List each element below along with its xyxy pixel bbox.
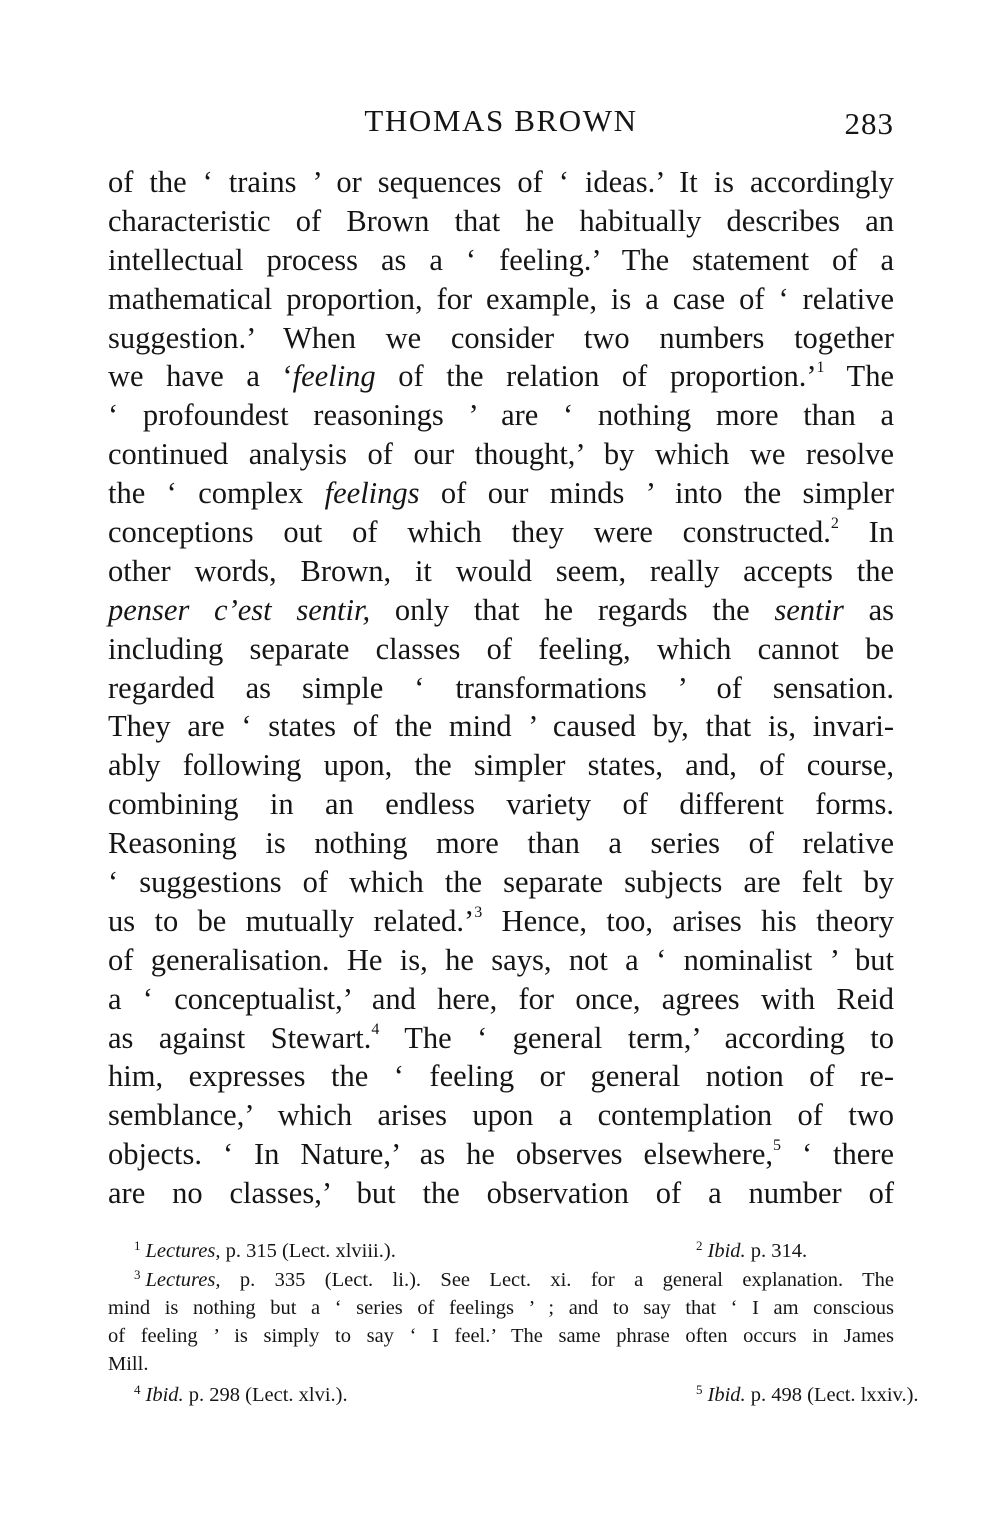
footnote-row	[108, 1380, 919, 1410]
text-line	[108, 513, 894, 552]
text-run: including separate classes of feeling, which cannot be	[108, 631, 894, 666]
footnote-ref: 2	[830, 515, 839, 533]
text-line	[108, 202, 894, 241]
text-run: we have a ‘	[108, 359, 293, 394]
text-run: conceptions out of which they were constructed.	[108, 515, 831, 550]
text-line	[108, 1174, 894, 1213]
footnote-ref: 1	[816, 359, 825, 377]
text-line	[108, 1019, 894, 1058]
text-line	[108, 785, 894, 824]
text-line	[108, 941, 894, 980]
text-run: In	[838, 515, 894, 550]
footnote-line	[108, 1350, 894, 1378]
footnote-text: p. 298 (Lect. xlvi.).	[183, 1384, 348, 1406]
footnote-italic: Ibid.	[145, 1384, 184, 1406]
text-run: ably following upon, the simpler states, and, of course,	[108, 748, 894, 783]
text-run: other words, Brown, it would seem, really accepts the	[108, 553, 894, 588]
text-line	[108, 591, 894, 630]
text-run: us to be mutually related.’	[108, 903, 475, 938]
footnote-mark: 1	[134, 1238, 141, 1253]
text-run: mathematical proportion, for example, is a case of ‘ relative	[108, 281, 894, 316]
running-head	[108, 96, 894, 146]
footnote-mark: 2	[696, 1238, 703, 1253]
text-line	[108, 1096, 894, 1135]
text-run: of generalisation. He is, he says, not a ‘ nominalist ’ but	[108, 942, 894, 977]
text-run: The	[824, 359, 894, 394]
footnote-1	[134, 1236, 396, 1266]
italic-term: feeling	[292, 359, 376, 394]
italic-term: sentir	[774, 592, 844, 627]
footnote-mark: 5	[696, 1382, 703, 1397]
text-run: regarded as simple ‘ transformations ’ of sensation.	[108, 670, 894, 705]
text-run: combining in an endless variety of different forms.	[108, 787, 894, 822]
footnote-text: p. 315 (Lect. xlviii.).	[220, 1240, 396, 1262]
text-run: The ‘ general term,’ according to	[379, 1020, 894, 1055]
text-run: intellectual process as a ‘ feeling.’ The statement of a	[108, 242, 894, 277]
text-line	[108, 1057, 894, 1096]
text-run: as against Stewart.	[108, 1020, 372, 1055]
footnote-ref: 3	[474, 903, 483, 921]
footnote-ref: 5	[773, 1137, 782, 1155]
footnote-mark: 3	[134, 1267, 141, 1282]
footnote-ref: 4	[371, 1020, 380, 1038]
text-line	[108, 435, 894, 474]
body-text	[108, 163, 894, 1213]
text-line	[108, 746, 894, 785]
footnote-text: p. 314.	[745, 1240, 808, 1262]
footnote-text: mind is nothing but a ‘ series of feelings ’ ; and to say that ‘ I am conscious	[108, 1297, 894, 1319]
text-run: him, expresses the ‘ feeling or general notion of re-	[108, 1059, 894, 1094]
footnote-italic: Lectures,	[145, 1240, 221, 1262]
footnote-text: of feeling ’ is simply to say ‘ I feel.’ The same phrase often occurs in James	[108, 1325, 894, 1347]
text-line	[108, 474, 894, 513]
footnote-italic: Lectures,	[145, 1269, 221, 1291]
footnote-line	[108, 1266, 894, 1294]
text-run: as	[843, 592, 894, 627]
text-line	[108, 824, 894, 863]
text-run: only that he regards the	[370, 592, 775, 627]
footnotes	[108, 1236, 919, 1410]
text-line	[108, 552, 894, 591]
text-run: of the relation of proportion.’	[375, 359, 817, 394]
footnote-mark: 4	[134, 1382, 141, 1397]
footnote-text: p. 335 (Lect. li.). See Lect. xi. for a general explanation. The	[220, 1269, 894, 1291]
text-run: of our minds ’ into the simpler	[419, 476, 895, 511]
text-run: ‘ there	[781, 1137, 894, 1172]
footnote-italic: Ibid.	[707, 1384, 746, 1406]
text-run: are no classes,’ but the observation of a number of	[108, 1176, 894, 1211]
text-line	[108, 902, 894, 941]
text-line	[108, 319, 894, 358]
text-line	[108, 707, 894, 746]
text-run: semblance,’ which arises upon a contemplation of two	[108, 1098, 894, 1133]
text-line	[108, 1135, 894, 1174]
text-run: They are ‘ states of the mind ’ caused by, that is, invari-	[108, 709, 894, 744]
text-line	[108, 241, 894, 280]
footnote-4	[134, 1380, 348, 1410]
text-line	[108, 980, 894, 1019]
running-title: THOMAS BROWN	[364, 103, 638, 138]
text-run: characteristic of Brown that he habitually describes an	[108, 203, 894, 238]
text-line	[108, 863, 894, 902]
italic-term: penser c’est sentir,	[108, 592, 371, 627]
text-line	[108, 163, 894, 202]
footnote-text: Mill.	[108, 1353, 149, 1375]
text-run: objects. ‘ In Nature,’ as he observes elsewhere,	[108, 1137, 774, 1172]
text-run: ‘ suggestions of which the separate subjects are felt by	[108, 865, 894, 900]
footnote-text: p. 498 (Lect. lxxiv.).	[745, 1384, 919, 1406]
footnote-2	[696, 1236, 807, 1266]
text-line	[108, 396, 894, 435]
footnote-row	[108, 1236, 894, 1266]
text-run: ‘ profoundest reasonings ’ are ‘ nothing more than a	[108, 398, 894, 433]
text-line	[108, 357, 894, 396]
text-run: Reasoning is nothing more than a series of relative	[108, 826, 894, 861]
footnote-3	[108, 1266, 894, 1378]
footnote-line	[108, 1294, 894, 1322]
footnote-5	[696, 1380, 919, 1410]
text-run: the ‘ complex	[108, 476, 325, 511]
text-run: continued analysis of our thought,’ by which we resolve	[108, 437, 894, 472]
italic-term: feelings	[324, 476, 420, 511]
text-line	[108, 669, 894, 708]
text-run: suggestion.’ When we consider two numbers together	[108, 320, 894, 355]
text-line	[108, 630, 894, 669]
footnote-italic: Ibid.	[707, 1240, 746, 1262]
footnote-line	[108, 1322, 894, 1350]
text-run: of the ‘ trains ’ or sequences of ‘ ideas.’ It is accordingly	[108, 165, 894, 199]
page-number: 283	[844, 106, 894, 141]
text-line	[108, 280, 894, 319]
text-run: Hence, too, arises his theory	[482, 903, 894, 938]
text-run: a ‘ conceptualist,’ and here, for once, agrees with Reid	[108, 981, 894, 1016]
